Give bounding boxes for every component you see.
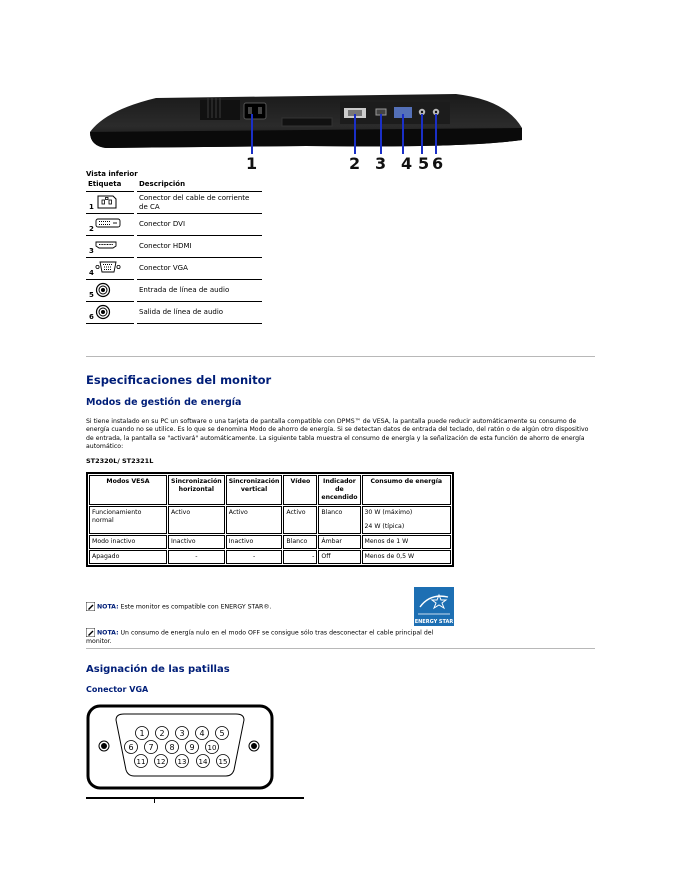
- col-header-power-indicator: Indicador de encendido: [318, 475, 360, 505]
- cell-led: Off: [318, 550, 360, 564]
- pin-label: 10: [207, 744, 217, 752]
- table-row: [86, 258, 262, 280]
- pin-label: 1: [139, 729, 145, 738]
- note-energy-star: [86, 602, 466, 612]
- power-modes-table: [86, 472, 454, 567]
- vga-connector-icon: [95, 260, 121, 274]
- row-description: Conector HDMI: [136, 236, 263, 258]
- ac-power-connector-icon: [95, 194, 119, 210]
- cell-hsync: -: [168, 550, 225, 564]
- table-row: [86, 192, 262, 214]
- pin-assignment-heading: Asignación de las patillas: [86, 664, 230, 675]
- section-divider: [86, 648, 595, 649]
- col-header-vsync: Sincronización vertical: [226, 475, 283, 505]
- label-column-header: Etiqueta: [86, 178, 136, 192]
- callout-number-2: 2: [349, 154, 361, 173]
- cell-mode: Apagado: [89, 550, 167, 564]
- note-text: Este monitor es compatible con ENERGY STAR®.: [118, 603, 272, 611]
- pin-label: 15: [218, 758, 228, 766]
- cell-led: Ámbar: [318, 535, 360, 549]
- note-label: NOTA:: [97, 603, 119, 611]
- pin-label: 13: [177, 758, 187, 766]
- pin-label: 6: [128, 743, 134, 752]
- cell-power: Menos de 0,5 W: [362, 550, 452, 564]
- pin-label: 12: [156, 758, 166, 766]
- note-power-off: [86, 628, 456, 646]
- energy-star-logo: [414, 587, 454, 626]
- callout-number-6: 6: [432, 154, 444, 173]
- table-row: [86, 214, 262, 236]
- row-index: 2: [89, 225, 94, 233]
- pin-label: 4: [199, 729, 205, 738]
- pin-label: 11: [136, 758, 146, 766]
- row-index: 4: [89, 269, 94, 277]
- cell-power: [362, 506, 452, 534]
- col-header-vesa-modes: Modos VESA: [89, 475, 167, 505]
- table-row: [86, 236, 262, 258]
- row-description: Conector del cable de corriente de CA: [136, 192, 263, 214]
- cell-video: Blanco: [283, 535, 317, 549]
- cell-vsync: -: [226, 550, 283, 564]
- pin-label: 2: [159, 729, 165, 738]
- pin-label: 5: [219, 729, 225, 738]
- row-index: 5: [89, 291, 94, 299]
- table-row: [89, 535, 451, 549]
- pin-table-column-divider: [154, 797, 155, 803]
- callout-number-3: 3: [375, 154, 387, 173]
- note-pencil-icon: [86, 602, 95, 611]
- callout-number-5: 5: [418, 154, 430, 173]
- pin-label: 3: [179, 729, 185, 738]
- cell-video: Activo: [283, 506, 317, 534]
- note-text: Un consumo de energía nulo en el modo OFF se consigue sólo tras desconectar el cable principal del monitor.: [86, 629, 434, 645]
- hdmi-connector-icon: [95, 238, 117, 252]
- pin-table-top-border: [86, 797, 304, 799]
- cell-hsync: Activo: [168, 506, 225, 534]
- cell-video: -: [283, 550, 317, 564]
- row-description: Conector DVI: [136, 214, 263, 236]
- table-row: [86, 280, 262, 302]
- dvi-connector-icon: [95, 216, 121, 230]
- row-description: Entrada de línea de audio: [136, 280, 263, 302]
- table-row: [89, 506, 451, 534]
- monitor-bottom-view-photo: [86, 88, 526, 176]
- col-header-video: Vídeo: [283, 475, 317, 505]
- model-names: ST2320L/ ST2321L: [86, 457, 154, 465]
- vga-pinout-diagram: [86, 704, 274, 790]
- pin-label: 14: [198, 758, 208, 766]
- cell-hsync: Inactivo: [168, 535, 225, 549]
- cell-mode: Funcionamiento normal: [89, 506, 167, 534]
- bottom-view-caption: Vista inferior: [86, 170, 138, 178]
- energy-star-emblem-icon: [414, 587, 454, 617]
- row-index: 3: [89, 247, 94, 255]
- description-column-header: Descripción: [136, 178, 263, 192]
- audio-line-out-icon: [95, 304, 111, 320]
- pin-label: 8: [169, 743, 175, 752]
- table-row: [86, 302, 262, 324]
- power-modes-intro: Si tiene instalado en su PC un software o una tarjeta de pantalla compatible con DPMS™ de VESA, la pantalla puede reducir automáticamente su consumo de energía cuando no se utilice. Es lo que se denomina Modo de ahorro de energía. Si se detectan datos de entrada del teclado, del ratón o de algún otro dispositivo de entrada, la pantalla se "activará" automáticamente. La siguiente tabla muestra el consumo de energía y la señalización de esta función de ahorro de energía automático:: [86, 418, 589, 451]
- vga-connector-heading: Conector VGA: [86, 685, 149, 694]
- col-header-power-consumption: Consumo de energía: [362, 475, 452, 505]
- section-divider: [86, 356, 595, 357]
- cell-power: Menos de 1 W: [362, 535, 452, 549]
- connector-table: [86, 178, 262, 324]
- monitor-specs-heading: Especificaciones del monitor: [86, 373, 272, 387]
- callout-number-1: 1: [246, 154, 258, 173]
- row-description: Conector VGA: [136, 258, 263, 280]
- note-label: NOTA:: [97, 629, 119, 637]
- row-description: Salida de línea de audio: [136, 302, 263, 324]
- row-index: 6: [89, 313, 94, 321]
- pin-label: 7: [148, 743, 154, 752]
- row-index: 1: [89, 203, 94, 211]
- pin-label: 9: [189, 743, 195, 752]
- table-row: [89, 550, 451, 564]
- cell-led: Blanco: [318, 506, 360, 534]
- cell-vsync: Activo: [226, 506, 283, 534]
- power-modes-heading: Modos de gestión de energía: [86, 397, 242, 408]
- power-max: 30 W (máximo): [364, 509, 413, 517]
- callout-number-4: 4: [401, 154, 413, 173]
- audio-line-in-icon: [95, 282, 111, 298]
- cell-vsync: Inactivo: [226, 535, 283, 549]
- note-pencil-icon: [86, 628, 95, 637]
- power-typical: 24 W (típica): [364, 523, 405, 531]
- col-header-hsync: Sincronización horizontal: [168, 475, 225, 505]
- energy-star-logo-text: ENERGY STAR: [414, 618, 454, 625]
- cell-mode: Modo inactivo: [89, 535, 167, 549]
